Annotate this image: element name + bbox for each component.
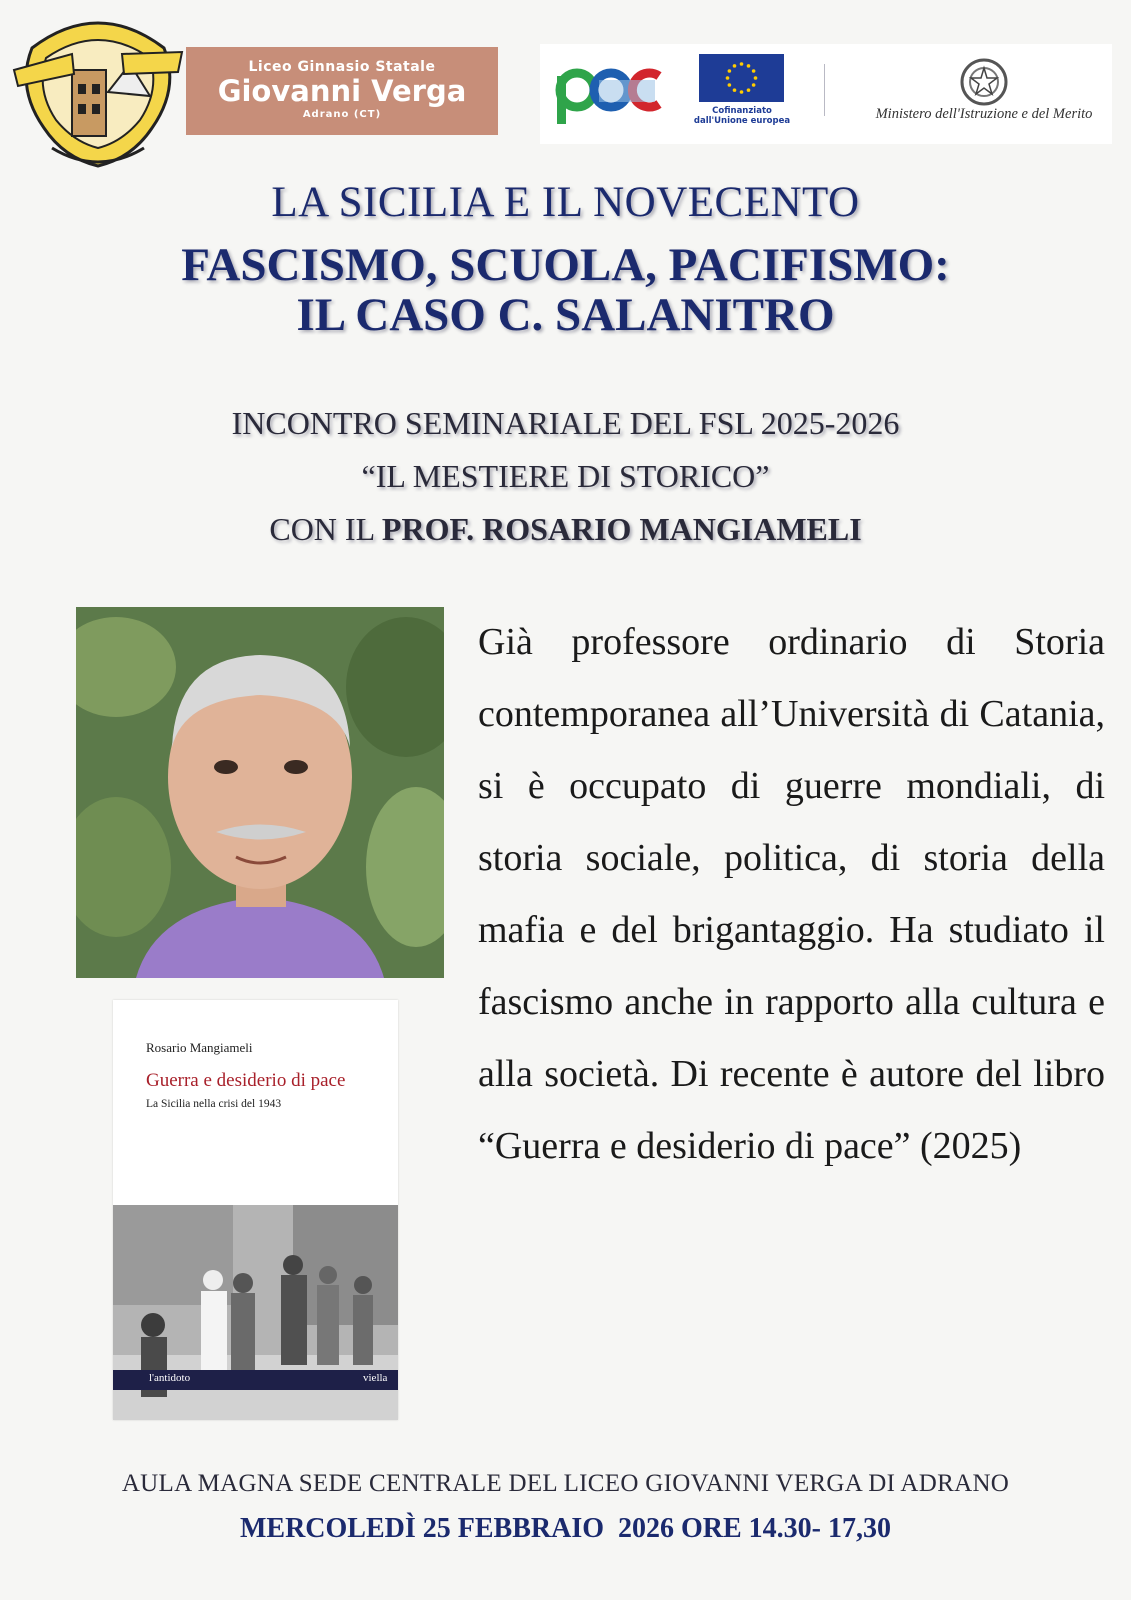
school-name-box — [186, 47, 498, 135]
eu-flag-icon — [699, 54, 784, 102]
event-venue: AULA MAGNA SEDE CENTRALE DEL LICEO GIOVANNI VERGA DI ADRANO — [121, 1470, 1010, 1497]
eu-star-icon — [740, 62, 744, 66]
book-author: Rosario Mangiameli — [146, 1040, 253, 1055]
school-line-1: Liceo Ginnasio Statale — [248, 59, 436, 75]
eu-star-icon — [752, 69, 756, 73]
book-series: l'antidoto — [149, 1372, 191, 1384]
subtitle-line-1: INCONTRO SEMINARIALE DEL FSL 2025-2026 — [231, 405, 900, 441]
title-line-1: LA SICILIA E IL NOVECENTO — [271, 179, 860, 226]
eu-star-icon — [752, 83, 756, 87]
eu-cofinancing-text: Cofinanziato dall'Unione europea — [693, 106, 791, 126]
subtitle-line-3 — [0, 511, 1131, 548]
pon-logo-icon — [555, 58, 663, 128]
event-datetime: MERCOLEDÌ 25 FEBBRAIO 2026 ORE 14.30- 17,30 — [239, 1513, 892, 1544]
italian-republic-emblem-icon — [958, 56, 1010, 108]
eu-star-icon — [747, 64, 751, 68]
speaker-portrait-photo — [76, 607, 444, 978]
speaker-description: Già professore ordinario di Storia contemporanea all’Università di Catania, si è occupato di guerre mondiali, di storia sociale, politica, di storia della mafia e del brigantaggio. Ha studiato il fascismo anche in rapporto alla cultura e alla società. Di recente è autore del libro “Guerra e desiderio di pace” (2025) — [478, 621, 1105, 1167]
school-crest-icon — [12, 8, 184, 172]
book-title: Guerra e desiderio di pace — [146, 1070, 346, 1091]
eu-star-icon — [728, 69, 732, 73]
logo-divider — [824, 64, 825, 116]
title-line-3: IL CASO C. SALANITRO — [296, 289, 835, 341]
eu-star-icon — [754, 76, 758, 80]
title-line-2: FASCISMO, SCUOLA, PACIFISMO: — [181, 239, 950, 291]
speaker-name: PROF. ROSARIO MANGIAMELI — [381, 511, 862, 547]
ministry-name: Ministero dell'Istruzione e del Merito — [875, 106, 1093, 122]
school-line-3: Adrano (CT) — [302, 109, 382, 120]
eu-star-icon — [728, 83, 732, 87]
book-subtitle: La Sicilia nella crisi del 1943 — [146, 1098, 282, 1110]
eu-star-icon — [733, 88, 737, 92]
subtitle-prefix: CON IL — [269, 511, 382, 547]
book-cover — [113, 1000, 398, 1420]
subtitle-line-2: “IL MESTIERE DI STORICO” — [361, 458, 770, 494]
eu-star-icon — [747, 88, 751, 92]
book-publisher: viella — [363, 1372, 388, 1384]
eu-star-icon — [733, 64, 737, 68]
eu-star-icon — [740, 90, 744, 94]
school-line-2: Giovanni Verga — [217, 74, 467, 108]
eu-star-icon — [726, 76, 730, 80]
